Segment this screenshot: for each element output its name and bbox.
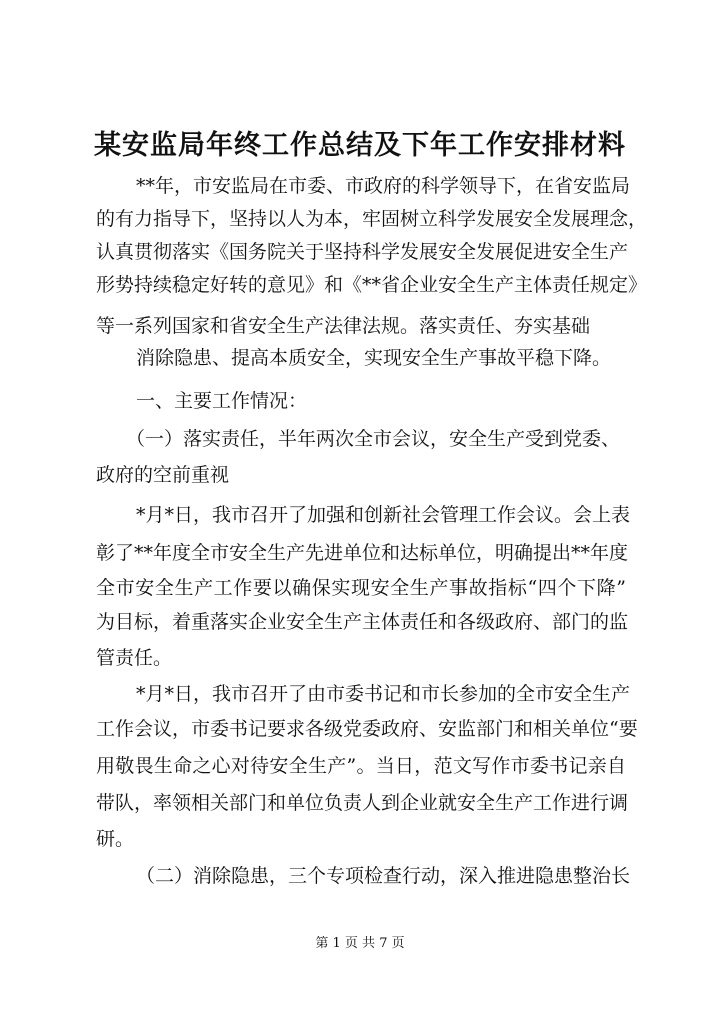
body-line: 用敬畏生命之心对待安全生产”。当日，范文写作市委书记亲自 xyxy=(96,755,626,777)
body-line: 工作会议，市委书记要求各级党委政府、安监部门和相关单位“要 xyxy=(96,718,638,740)
subsection-heading: （二）消除隐患，三个专项检查行动，深入推进隐患整治长 xyxy=(136,865,631,887)
section-heading: 一、主要工作情况： xyxy=(136,390,308,412)
body-line: 的有力指导下，坚持以人为本，牢固树立科学发展安全发展理念， xyxy=(96,208,648,230)
page-number: 第 1 页 共 7 页 xyxy=(315,936,405,951)
body-line: **年，市安监局在市委、市政府的科学领导下，在省安监局 xyxy=(136,175,631,197)
subsection-heading: （一）落实责任，半年两次全市会议，安全生产受到党委、 xyxy=(126,428,621,450)
body-line: 为目标，着重落实企业安全生产主体责任和各级政府、部门的监 xyxy=(96,611,629,633)
body-line: 等一系列国家和省安全生产法律法规。落实责任、夯实基础 xyxy=(96,315,591,337)
body-line: 全市安全生产工作要以确保实现安全生产事故指标“四个下降” xyxy=(96,577,626,599)
body-line: 管责任。 xyxy=(96,647,173,669)
body-line: *月*日，我市召开了由市委书记和市长参加的全市安全生产 xyxy=(136,683,631,705)
body-line: *月*日，我市召开了加强和创新社会管理工作会议。会上表 xyxy=(136,504,631,526)
body-line: 认真贯彻落实《国务院关于坚持科学发展安全发展促进安全生产 xyxy=(96,241,629,263)
body-line: 消除隐患、提高本质安全，实现安全生产事故平稳下降。 xyxy=(136,347,612,369)
body-line: 带队，率领相关部门和单位负责人到企业就安全生产工作进行调 xyxy=(96,792,629,814)
document-title: 某安监局年终工作总结及下年工作安排材料 xyxy=(94,130,626,161)
body-line: 形势持续稳定好转的意见》和《**省企业安全生产主体责任规定》 xyxy=(96,274,648,296)
body-line: 彰了**年度全市安全生产先进单位和达标单位，明确提出**年度 xyxy=(96,542,629,564)
subsection-heading: 政府的空前重视 xyxy=(96,464,230,486)
body-line: 研。 xyxy=(96,828,135,850)
